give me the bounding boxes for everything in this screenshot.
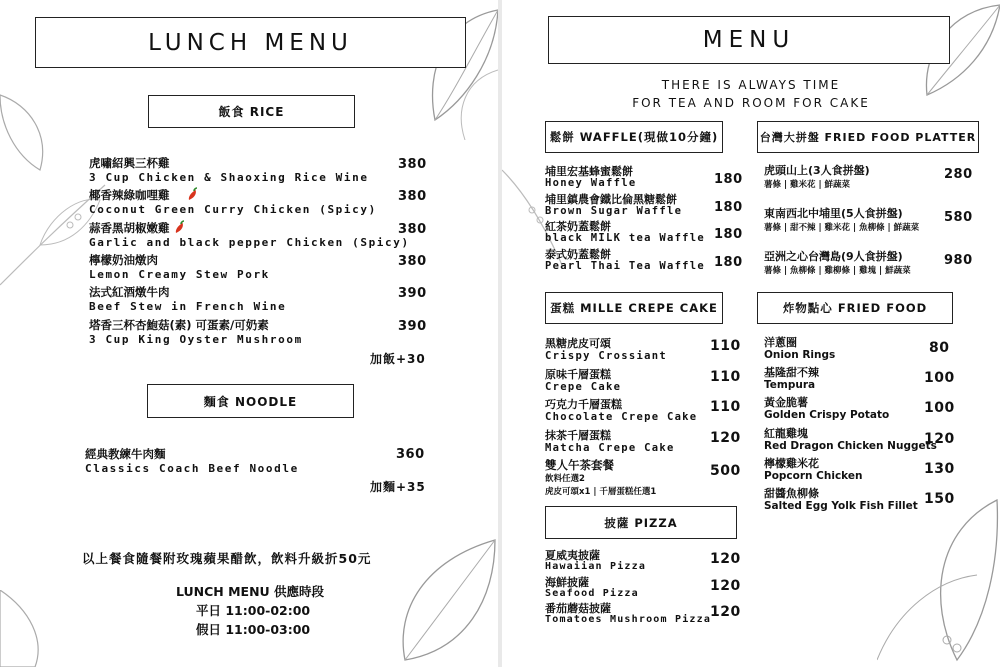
pizza-item-name: 海鮮披薩 xyxy=(545,575,589,589)
fried-item-english: Onion Rings xyxy=(764,349,836,361)
waffle-item-name: 埔里鎮農會鐵比倫黑糖鬆餅 xyxy=(545,192,677,206)
fried-item-name: 檸檬雞米花 xyxy=(764,456,819,470)
hours-title: LUNCH MENU 供應時段 xyxy=(176,584,325,599)
platter-item-name: 亞洲之心台灣島(9人食拼盤) xyxy=(764,250,903,263)
pizza-item-price: 120 xyxy=(710,551,741,567)
fried-item-price: 150 xyxy=(924,491,955,507)
pizza-item-price: 120 xyxy=(710,577,741,594)
pizza-item-name: 番茄蘑菇披薩 xyxy=(545,602,611,615)
pizza-section-header: 披薩 PIZZA xyxy=(545,506,737,539)
rice-item-english: Beef Stew in French Wine xyxy=(89,300,287,314)
rice-item-english: Coconut Green Curry Chicken (Spicy) xyxy=(89,203,377,217)
weekday-hours: 平日 11:00-02:00 xyxy=(196,603,311,618)
cake-item-name: 巧克力千層蛋糕 xyxy=(545,398,622,411)
fried-item-english: Salted Egg Yolk Fish Fillet xyxy=(764,500,918,512)
fried-item-price: 100 xyxy=(924,400,955,417)
tea-menu-page xyxy=(502,0,1000,667)
fried-item-name: 洋蔥圈 xyxy=(764,336,797,349)
cake-item-name: 黑糖虎皮可頌 xyxy=(545,337,611,350)
noodle-item-price: 360 xyxy=(396,447,425,462)
cake-item-english: Crispy Crossiant xyxy=(545,350,667,362)
fried-item-price: 120 xyxy=(924,430,955,447)
noodle-extra-note: 加麵+35 xyxy=(370,480,426,494)
waffle-item-english: black MILK tea Waffle xyxy=(545,232,706,244)
menu-tagline-line1: THERE IS ALWAYS TIME xyxy=(661,78,841,92)
platter-item-price: 280 xyxy=(944,167,973,182)
fried-item-name: 黃金脆薯 xyxy=(764,396,808,410)
leaf-decoration-icon xyxy=(0,85,60,175)
leaf-decoration-icon xyxy=(0,590,60,667)
rice-item-name: 塔香三杯杏鮑菇(素) 可蛋素/可奶素 xyxy=(89,317,269,332)
fried-item-price: 80 xyxy=(929,340,950,356)
menu-title: MENU xyxy=(548,16,950,64)
noodle-item-english: Classics Coach Beef Noodle xyxy=(85,462,299,475)
rice-item-name: 檸檬奶油燉肉 xyxy=(89,252,158,267)
rice-item-name: 虎嘯紹興三杯雞 xyxy=(89,156,170,170)
cake-item-english: Chocolate Crepe Cake xyxy=(545,411,698,423)
fried-item-price: 130 xyxy=(924,460,955,477)
rice-section-header: 飯食 RICE xyxy=(148,95,355,128)
waffle-section-header: 鬆餅 WAFFLE(現做10分鐘) xyxy=(545,121,723,153)
fried-item-name: 甜醬魚柳條 xyxy=(764,487,819,500)
waffle-item-price: 180 xyxy=(714,199,743,215)
platter-item-desc: 薯條 | 雞米花 | 鮮蔬菜 xyxy=(764,180,851,190)
rice-item-price: 380 xyxy=(398,221,427,237)
rice-item-english: 3 Cup Chicken & Shaoxing Rice Wine xyxy=(89,171,369,184)
platter-item-price: 580 xyxy=(944,210,973,225)
fried-item-name: 紅龍雞塊 xyxy=(764,426,808,440)
drink-note: 以上餐食隨餐附玫瑰蘋果醋飲，飲料升級折50元 xyxy=(82,551,372,566)
platter-item-name: 虎頭山上(3人食拼盤) xyxy=(764,164,870,177)
cake-item-english: Crepe Cake xyxy=(545,380,622,393)
noodle-section-header: 麵食 NOODLE xyxy=(147,384,354,418)
rice-extra-note: 加飯+30 xyxy=(370,352,426,366)
chili-pepper-icon xyxy=(172,220,186,234)
pizza-item-english: Hawaiian Pizza xyxy=(545,561,647,572)
cake-item-price: 110 xyxy=(710,368,741,385)
fried-item-english: Golden Crispy Potato xyxy=(764,409,890,422)
platter-item-desc: 薯條 | 魚柳條 | 雞柳條 | 雞塊 | 鮮蔬菜 xyxy=(764,266,911,276)
rice-item-price: 380 xyxy=(398,189,427,205)
waffle-item-name: 埔里宏基蜂蜜鬆餅 xyxy=(545,165,633,178)
rice-item-english: 3 Cup King Oyster Mushroom xyxy=(89,332,303,346)
rice-item-english: Lemon Creamy Stew Pork xyxy=(89,267,270,281)
waffle-item-english: Honey Waffle xyxy=(545,177,637,189)
noodle-item-name: 經典教練牛肉麵 xyxy=(85,447,166,461)
set-name: 雙人午茶套餐 xyxy=(545,458,614,472)
waffle-item-name: 紅茶奶蓋鬆餅 xyxy=(545,220,611,233)
chili-pepper-icon xyxy=(185,187,199,201)
set-note-drinks: 飲料任選2 xyxy=(545,474,585,484)
waffle-item-name: 泰式奶蓋鬆餅 xyxy=(545,247,611,261)
waffle-item-english: Brown Sugar Waffle xyxy=(545,204,683,217)
set-note-items: 虎皮可頌x1 | 千層蛋糕任選1 xyxy=(545,487,657,497)
cake-item-price: 110 xyxy=(710,338,741,354)
lunch-menu-title: LUNCH MENU xyxy=(35,17,466,68)
leaf-decoration-icon xyxy=(385,520,498,667)
fried-item-english: Popcorn Chicken xyxy=(764,469,863,482)
fried-item-name: 基隆甜不辣 xyxy=(764,366,819,380)
menu-tagline-line2: FOR TEA AND ROOM FOR CAKE xyxy=(632,96,870,110)
fried-item-english: Tempura xyxy=(764,379,816,392)
rice-item-price: 380 xyxy=(398,253,427,269)
platter-item-name: 東南西北中埔里(5人食拼盤) xyxy=(764,207,903,220)
cake-item-price: 110 xyxy=(710,399,741,415)
rice-item-english: Garlic and black pepper Chicken (Spicy) xyxy=(89,235,410,249)
fried-item-english: Red Dragon Chicken Nuggets xyxy=(764,439,937,452)
waffle-item-price: 180 xyxy=(714,254,743,270)
rice-item-name: 蒜香黑胡椒嫩雞 xyxy=(89,220,170,235)
platter-section-header: 台灣大拼盤 FRIED FOOD PLATTER xyxy=(757,121,979,153)
cake-item-name: 抹茶千層蛋糕 xyxy=(545,428,611,442)
pizza-item-english: Seafood Pizza xyxy=(545,587,639,599)
rice-item-name: 椰香辣綠咖哩雞 xyxy=(89,188,170,203)
waffle-item-price: 180 xyxy=(714,172,743,187)
cake-section-header: 蛋糕 MILLE CREPE CAKE xyxy=(545,292,723,324)
fried-item-price: 100 xyxy=(924,370,955,387)
set-price: 500 xyxy=(710,463,741,479)
pizza-item-name: 夏威夷披薩 xyxy=(545,549,600,562)
rice-item-price: 380 xyxy=(398,157,427,172)
fried-section-header: 炸物點心 FRIED FOOD xyxy=(757,292,953,324)
cake-item-name: 原味千層蛋糕 xyxy=(545,367,611,381)
platter-item-price: 980 xyxy=(944,253,973,268)
cake-item-english: Matcha Crepe Cake xyxy=(545,441,675,454)
cake-item-price: 120 xyxy=(710,429,741,446)
pizza-item-english: Tomatoes Mushroom Pizza xyxy=(545,614,712,625)
leaf-decoration-icon xyxy=(877,490,1000,667)
lunch-menu-page xyxy=(0,0,498,667)
pizza-item-price: 120 xyxy=(710,604,741,620)
rice-item-price: 390 xyxy=(398,286,427,302)
rice-item-name: 法式紅酒燉牛肉 xyxy=(89,285,170,300)
waffle-item-price: 180 xyxy=(714,227,743,242)
rice-item-price: 390 xyxy=(398,318,427,334)
waffle-item-english: Pearl Thai Tea Waffle xyxy=(545,259,706,272)
platter-item-desc: 薯條 | 甜不辣 | 雞米花 | 魚柳條 | 鮮蔬菜 xyxy=(764,223,920,233)
holiday-hours: 假日 11:00-03:00 xyxy=(196,622,311,637)
